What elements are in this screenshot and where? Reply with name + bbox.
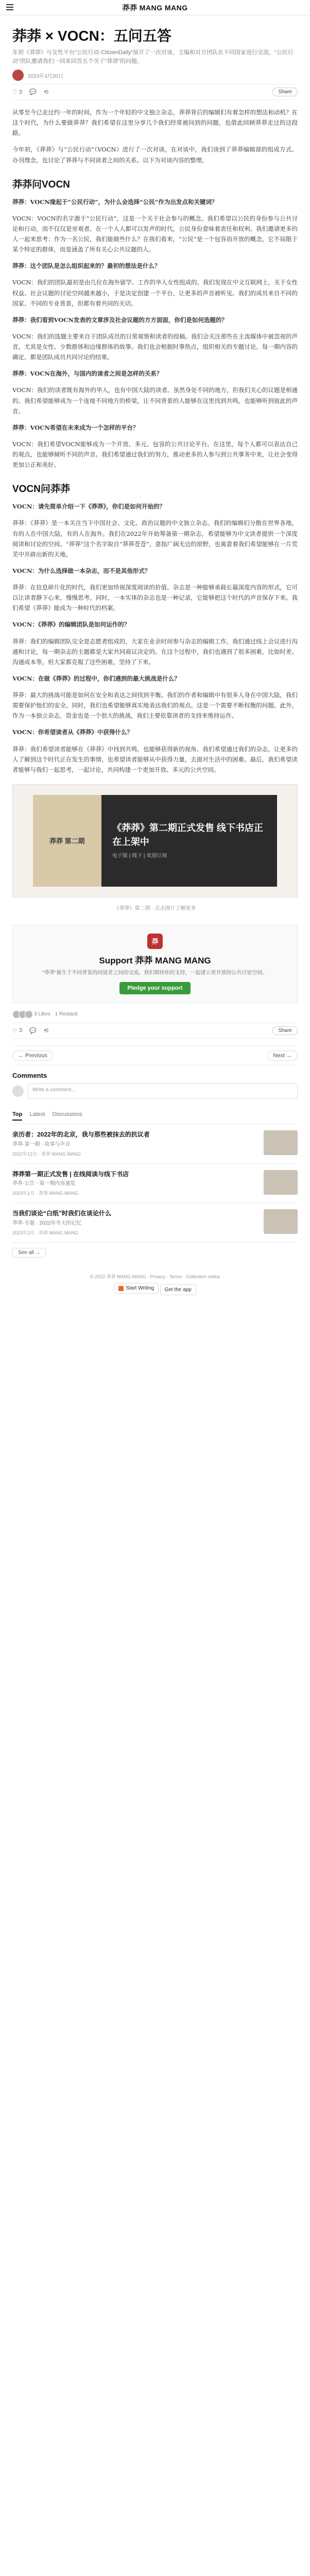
post-thumbnail[interactable] bbox=[264, 1170, 298, 1195]
start-writing-button[interactable] bbox=[114, 1283, 159, 1294]
answer: 莽莽：我们的编辑团队完全是志愿者组成的，大家在业余时间参与杂志的编辑工作。我们通过线上会议进行沟通和讨论，每一期杂志的主题都是大家共同商议决定的。在这个过程中，我们也遇到了很多困难，比如时差、沟通成本等，但大家都克服了这些困难，坚持了下来。 bbox=[12, 637, 298, 666]
see-all-button[interactable]: See all → bbox=[12, 1248, 46, 1258]
support-desc: “莽莽”诞生于不同背景的同道者之间的交流。我们期待你的支持，一起建立更开放的公共讨论空间。 bbox=[42, 970, 268, 976]
answer: VOCN：VOCN的名字源于“公民行动”，这是一个关于社会参与的概念。我们希望以公民的身份参与公共讨论和行动，而不仅仅是旁观者。在一个人人都可以发声的时代，公民身份意味着责任和权利。我们邀请更多的人一起来思考：作为一名公民，我们能做些什么？在我们看来，“公民”是一个包容而开放的概念，它不局限于某个特定的群体，而是涵盖了所有关心公共议题的人。 bbox=[12, 214, 298, 253]
restack-button-bottom[interactable] bbox=[44, 1027, 48, 1034]
answer: 莽莽：最大的挑战可能是如何在安全和表达之间找到平衡。我们的作者和编辑中有很多人身在中国大陆，我们需要保护他们的安全。同时，我们也希望能够真实地表达我们的观点。这是一个需要不断权衡的问题。此外，作为一本独立杂志，资金也是一个很大的挑战，我们主要依靠读者的支持来维持运作。 bbox=[12, 691, 298, 720]
next-button[interactable]: Next → bbox=[267, 1050, 298, 1061]
promo-caption: 《莽莽》第二期 · 点击图片了解更多 bbox=[114, 905, 196, 911]
promo-banner bbox=[33, 795, 278, 887]
intro bbox=[12, 107, 298, 165]
restack-icon: ⟲ bbox=[43, 89, 48, 95]
support-box bbox=[12, 925, 298, 1003]
post-title[interactable]: 亲历者：2022年的北京，我与那些被抹去的抗议者 bbox=[12, 1130, 150, 1138]
section-heading: 莽莽问VOCN bbox=[12, 179, 70, 190]
restack-icon: ⟲ bbox=[43, 1027, 48, 1034]
liker-avatars[interactable] bbox=[12, 1010, 31, 1019]
tab-top[interactable]: Top bbox=[12, 1111, 22, 1121]
question: VOCN：你希望读者从《莽莽》中获得什么？ bbox=[12, 728, 133, 736]
article-actions bbox=[12, 84, 298, 100]
article-subtitle: 年初《莽莽》与女性平台“公民行动·CitizenDaily”展开了一次对谈，主编和对方团队在不同国家进行交流，“公民行动”团队邀请我们一同来回答五个关于“莽莽”的问题。 bbox=[12, 49, 294, 64]
question: VOCN：《莽莽》的编辑团队是如何运作的？ bbox=[12, 621, 130, 629]
answer: VOCN：我们希望VOCN能够成为一个开放、多元、包容的公共讨论平台。在这里，每个人都可以表达自己的观点，也能够倾听不同的声音。我们希望通过我们的努力，推动更多的人参与到公共事务中来，让社会变得更加公正和美好。 bbox=[12, 440, 298, 469]
footer bbox=[12, 1263, 298, 1303]
menu-icon[interactable] bbox=[6, 4, 13, 10]
comment-icon: 💬 bbox=[29, 1027, 37, 1034]
question: 莽莽：这个团队是怎么组织起来的？最初的想法是什么？ bbox=[12, 262, 161, 270]
like-button[interactable] bbox=[12, 89, 22, 95]
share-button-bottom[interactable]: Share bbox=[272, 1026, 298, 1035]
answer: 莽莽：《莽莽》是一本关注当下中国社会、文化、政治议题的中文独立杂志。我们的编辑们分散在世界各地，有的人在中国大陆，有的人在海外。我们在2022年开始筹备第一期杂志，希望能够为中文读者提供一个深度阅读和讨论的空间。“莽莽”这个名字取自“莽莽苍苍”，意指广阔无边的原野，也寓意着我们希望能够在一片荒芜中开辟出新的天地。 bbox=[12, 519, 298, 558]
article-date: 2023年3月20日 bbox=[28, 73, 63, 79]
post-item[interactable] bbox=[12, 1124, 298, 1164]
question: 莽莽：VOCN在海外，与国内的读者之间是怎样的关系？ bbox=[12, 370, 163, 378]
article-meta bbox=[12, 70, 298, 81]
answer: VOCN：我们的团队最初是由几位在海外留学、工作的华人女性组成的。我们发现在中文互联网上，关于女性权益、社会议题的讨论空间越来越小，于是决定创建一个平台，让更多的声音被听见。我们的成员来自不同的国家、不同的专业背景，但都有着共同的关切。 bbox=[12, 279, 298, 307]
post-desc: 莽莽·专题 · 2022年冬天的记忆 bbox=[12, 1221, 82, 1227]
substack-icon bbox=[118, 1286, 124, 1291]
post-meta: 2023年1月 · 莽莽 MANG MANG bbox=[12, 1191, 79, 1196]
bottom-actions bbox=[12, 1023, 298, 1039]
question: 莽莽：我们看到VOCN发表的文章涉及社会议题的方方面面，你们是如何选题的？ bbox=[12, 316, 228, 324]
post-title[interactable]: 当我们谈论“白纸”时我们在谈论什么 bbox=[12, 1210, 112, 1217]
question: VOCN：在做《莽莽》的过程中，你们遇到的最大挑战是什么？ bbox=[12, 674, 180, 682]
answer: 莽莽：我们希望读者能够在《莽莽》中找到共鸣，也能够获得新的视角。我们希望通过我们的杂志，让更多的人了解到这个时代正在发生的事情，也希望读者能够从中获得力量，去面对生活中的困难。最后，我们希望读者能够与我们一起思考，一起讨论，共同构建一个更加开放、多元的公共空间。 bbox=[12, 745, 298, 773]
share-button[interactable]: Share bbox=[272, 88, 298, 96]
question: VOCN：请先简单介绍一下《莽莽》，你们是如何开始的？ bbox=[12, 503, 166, 511]
footer-copyright: © 2023 莽莽 MANG MANG · Privacy · Terms · Collection notice bbox=[90, 1274, 220, 1280]
likes-text: 3 Likes · 1 Restack bbox=[34, 1011, 78, 1018]
post-meta: 2023年2月 · 莽莽 MANG MANG bbox=[12, 1230, 79, 1236]
post-list bbox=[12, 1124, 298, 1243]
post-thumbnail[interactable] bbox=[264, 1209, 298, 1234]
question: 莽莽：VOCN希望在未来成为一个怎样的平台？ bbox=[12, 423, 139, 431]
post-desc: 莽莽·第一期 · 故事与声音 bbox=[12, 1141, 71, 1147]
comments-title: Comments bbox=[12, 1071, 47, 1079]
like-count-bottom: 3 bbox=[19, 1027, 22, 1034]
post-meta: 2022年12月 · 莽莽 MANG MANG bbox=[12, 1151, 81, 1157]
post-title[interactable]: 莽莽第一期正式发售 | 在线阅读与线下书店 bbox=[12, 1170, 129, 1178]
likes-row bbox=[12, 1010, 298, 1019]
post-tabs bbox=[12, 1108, 298, 1124]
previous-button[interactable]: ← Previous bbox=[12, 1050, 53, 1061]
like-button-bottom[interactable] bbox=[12, 1027, 22, 1034]
promo-cover: 莽莽 第二期 bbox=[33, 795, 103, 887]
post-item[interactable] bbox=[12, 1203, 298, 1243]
intro-paragraph: 从零至今已走过约一年的时间，作为一个年轻的中文独立杂志，莽莽背后的编辑们有着怎样的想法和动机？在这个时代，为什么要做莽莽？我们希望在这里分享几个我们经常被问到的问题，也借此回顾莽莽走过的这段路。 bbox=[12, 109, 298, 137]
publication-logo: 莽 bbox=[147, 934, 163, 949]
post-item[interactable] bbox=[12, 1164, 298, 1204]
tab-latest[interactable]: Latest bbox=[29, 1111, 45, 1117]
section-heading: VOCN问莽莽 bbox=[12, 484, 70, 495]
sections bbox=[12, 177, 298, 775]
restack-button[interactable] bbox=[44, 89, 48, 95]
promo-headline: 《莽莽》第二期正式发售 线下书店正在上架中 bbox=[112, 823, 263, 848]
heart-icon: ♡ bbox=[12, 89, 18, 95]
question: 莽莽：VOCN缘起于“公民行动”，为什么会选择“公民”作为出发点和关键词？ bbox=[12, 198, 218, 206]
promo-image[interactable] bbox=[12, 784, 298, 897]
comments-section bbox=[12, 1072, 298, 1099]
answer: VOCN：我们的读者既有海外的华人，也有中国大陆的读者。虽然身处不同的地方，但我们关心的议题是相通的。我们希望能够成为一个连接不同地方的桥梁，让不同背景的人能够在这里找到共鸣，也能够听到彼此的声音。 bbox=[12, 386, 298, 415]
pledge-button[interactable]: Pledge your support bbox=[119, 982, 191, 994]
answer: VOCN：我们的选题主要来自于团队成员的日常观察和读者的投稿。我们会关注那些在主流媒体中被忽视的声音，尤其是女性、少数群体和边缘群体的故事。我们也会根据时事热点，组织相关的专题讨论。每一期内容的确定，都是团队成员共同讨论的结果。 bbox=[12, 332, 298, 361]
site-brand[interactable]: 莽莽 MANG MANG bbox=[122, 3, 188, 12]
intro-paragraph: 今年初，《莽莽》与“公民行动”（VOCN）进行了一次对谈。在对谈中，我们谈到了莽莽编辑部的组成方式、办刊理念，也讨论了莽莽与不同读者之间的关系。以下为对谈内容的整理。 bbox=[12, 146, 298, 164]
support-title: Support 莽莽 MANG MANG bbox=[99, 955, 211, 965]
get-app-button[interactable] bbox=[160, 1284, 196, 1295]
top-bar bbox=[0, 0, 310, 15]
tab-discussions[interactable]: Discussions bbox=[52, 1111, 82, 1117]
author-avatar[interactable] bbox=[12, 70, 24, 81]
answer: 莽莽：在信息碎片化的时代，我们更加珍视深度阅读的价值。杂志是一种能够承载长篇深度内容的形式，它可以让读者静下心来，慢慢思考。同时，一本实体的杂志也是一种记录，它能够把这个时代的声音保存下来。我们希望《莽莽》能成为一种时代的档案。 bbox=[12, 584, 298, 612]
heart-icon: ♡ bbox=[12, 1027, 18, 1034]
comment-button-bottom[interactable] bbox=[29, 1027, 37, 1034]
post-thumbnail[interactable] bbox=[264, 1130, 298, 1155]
promo-sub: 电子版 | 线下 | 欢迎订阅 bbox=[112, 853, 167, 859]
get-app-label: Get the app bbox=[164, 1286, 192, 1293]
article-title: 莽莽 × VOCN：五问五答 bbox=[12, 28, 171, 44]
post-desc: 莽莽·公告 · 第一期内容速览 bbox=[12, 1181, 76, 1187]
user-avatar bbox=[12, 1086, 24, 1097]
comment-input[interactable]: Write a comment... bbox=[28, 1083, 298, 1099]
post-nav bbox=[12, 1046, 298, 1065]
question: VOCN：为什么选择做一本杂志，而不是其他形式？ bbox=[12, 567, 151, 574]
comment-icon: 💬 bbox=[29, 89, 37, 95]
comment-button[interactable] bbox=[29, 89, 37, 95]
article-container bbox=[0, 25, 310, 1303]
like-count: 3 bbox=[19, 89, 22, 95]
start-writing-label: Start Writing bbox=[126, 1285, 154, 1292]
comment-composer bbox=[12, 1083, 298, 1099]
